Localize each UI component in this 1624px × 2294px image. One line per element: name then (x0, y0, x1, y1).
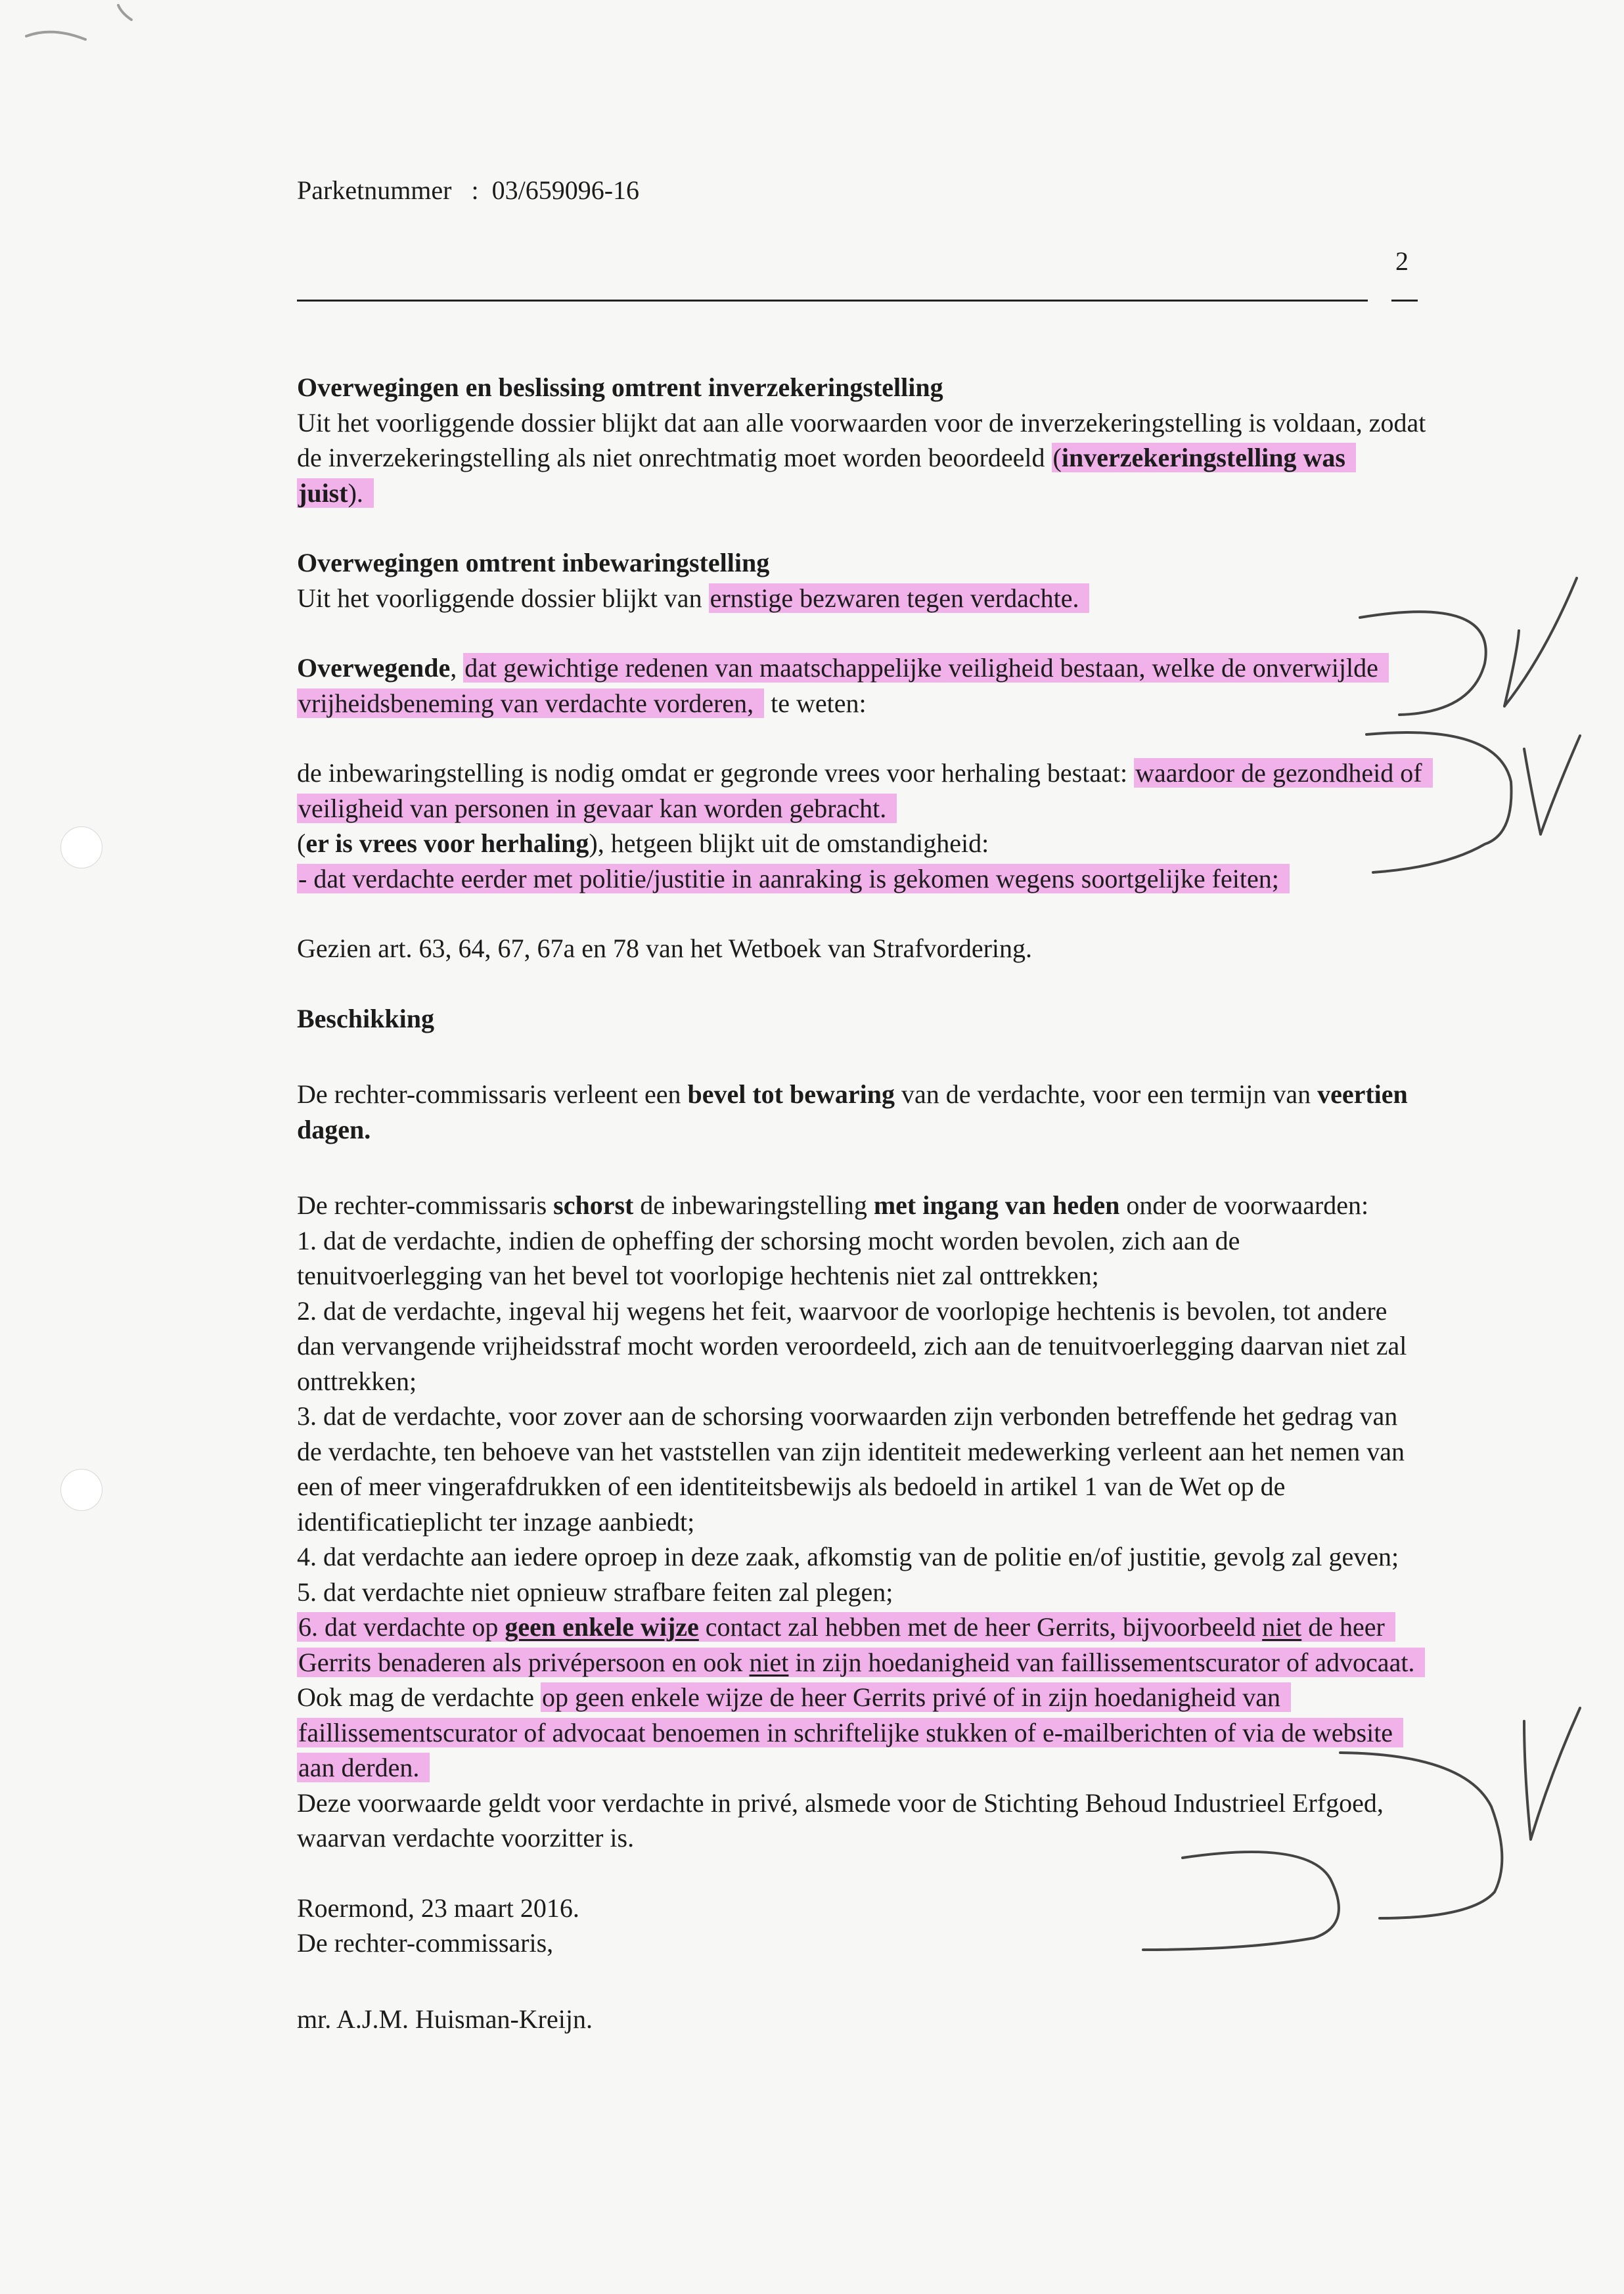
condition-six-not-1: niet (1262, 1612, 1302, 1642)
condition-six-text-d: in zijn hoedanigheid van faillissementscurator of advocaat. (788, 1647, 1415, 1677)
highlight-condition-six-naming: op geen enkele wijze de heer Gerrits privé of in zijn hoedanigheid van faillissementscurator of advocaat benoemen in schriftelijke stukken of e-mailberichten of via de website aan derden. (297, 1682, 1403, 1782)
highlight-serious-objections: ernstige bezwaren tegen verdachte. (709, 583, 1090, 613)
closing-block (297, 1891, 1427, 1961)
detention-order-bold: bevel tot bewaring (687, 1079, 895, 1109)
document-body (297, 370, 1427, 2036)
detention-order-text-a: De rechter-commissaris verleent een (297, 1079, 688, 1109)
condition-six-text-e: Ook mag de verdachte (297, 1682, 541, 1712)
place-date: Roermond, 23 maart 2016. (297, 1893, 579, 1923)
section-ivz-paragraph (297, 370, 1427, 510)
pencil-stray-mark (118, 5, 131, 20)
condition-item: 5. dat verdachte niet opnieuw strafbare feiten zal plegen; (297, 1577, 893, 1607)
suspension-bold: schorst (553, 1190, 634, 1220)
condition-six-not-2: niet (749, 1647, 789, 1677)
section-ibs-paragraph (297, 545, 1427, 616)
pencil-stray-mark (26, 32, 85, 39)
case-number-label: Parketnummer (297, 175, 452, 205)
repeat-risk-body: de inbewaringstelling is nodig omdat er gegronde vrees voor herhaling bestaat: (297, 758, 1135, 788)
suspension-start-bold: met ingang van heden (873, 1190, 1120, 1220)
considering-lead: Overwegende (297, 653, 451, 683)
pencil-check-mark (1524, 1708, 1580, 1839)
page-number-rule (1391, 300, 1418, 302)
repeat-risk-after: , hetgeen blijkt uit de omstandigheid: (597, 828, 989, 858)
detention-order-text-b: van de verdachte, voor een termijn van (895, 1079, 1318, 1109)
highlight-public-safety: dat gewichtige redenen van maatschappelijke veiligheid bestaan, welke de onverwijlde vrijheidsbeneming van verdachte vorderen, (297, 653, 1389, 718)
pencil-check-mark (1504, 578, 1577, 706)
considering-tail: te weten: (764, 688, 867, 718)
signatory-name: mr. A.J.M. Huisman-Kreijn. (297, 2004, 593, 2034)
suspension-text-a: De rechter-commissaris (297, 1190, 554, 1220)
condition-six-no-way: geen enkele wijze (505, 1612, 699, 1642)
header-rule (297, 300, 1368, 302)
case-number-separator: : (458, 175, 485, 205)
pencil-check-mark (1524, 736, 1580, 834)
highlight-danger-to-persons: waardoor de gezondheid of veiligheid van personen in gevaar kan worden gebracht. (297, 758, 1433, 823)
case-number-value: 03/659096-16 (491, 175, 640, 205)
suspension-text-c: onder de voorwaarden: (1119, 1190, 1369, 1220)
punch-hole-top (60, 826, 102, 868)
condition-six-text-b: contact zal hebben met de heer Gerrits, bijvoorbeeld (698, 1612, 1263, 1642)
case-number-header (297, 175, 639, 206)
section-ivz-body: Uit het voorliggende dossier blijkt dat aan alle voorwaarden voor de inverzekeringstelling is voldaan, zodat de inverzekeringstelling als niet onrechtmatig moet worden beoordeeld (297, 407, 1426, 472)
condition-item: 1. dat de verdachte, indien de opheffing der schorsing mocht worden bevolen, zich aan de tenuitvoerlegging van het bevel tot voorlopige hechtenis niet zal onttrekken; (297, 1225, 1240, 1290)
repeat-risk-bold: er is vrees voor herhaling (305, 828, 589, 858)
detention-term-bold: veertien dagen. (297, 1079, 1408, 1144)
condition-item: 4. dat verdachte aan iedere oproep in deze zaak, afkomstig van de politie en/of justitie, gevolg zal geven; (297, 1542, 1399, 1571)
condition-item: 3. dat de verdachte, voor zover aan de schorsing voorwaarden zijn verbonden betreffende het gedrag van de verdachte, ten behoeve van het vaststellen van zijn identiteit medewerking verleent aan het nemen van een of meer vingerafdrukken of een identiteitsbewijs als bedoeld in artikel 1 van de Wet op de identificatieplicht ter inzage aanbiedt; (297, 1401, 1405, 1537)
suspension-paragraph (297, 1188, 1427, 1856)
suspension-text-b: de inbewaringstelling (633, 1190, 874, 1220)
highlight-ivz-conclusion: (inverzekeringstelling was juist). (297, 443, 1356, 508)
punch-hole-bottom (60, 1469, 102, 1511)
condition-item: 2. dat de verdachte, ingeval hij wegens het feit, waarvoor de voorlopige hechtenis is bevolen, tot andere dan vervangende vrijheidsstraf mocht worden veroordeeld, zich aan de tenuitvoerlegging daarvan niet zal onttrekken; (297, 1295, 1407, 1396)
condition-six-text-c: de heer Gerrits benaderen als privépersoon en ook (298, 1612, 1385, 1677)
highlight-prior-contact: - dat verdachte eerder met politie/justitie in aanraking is gekomen wegens soortgelijke feiten; (297, 864, 1290, 893)
legal-articles: Gezien art. 63, 64, 67, 67a en 78 van het Wetboek van Strafvordering. (297, 933, 1033, 963)
highlight-condition-six (297, 1612, 1425, 1677)
considering-paragraph: Overwegende, dat gewichtige redenen van maatschappelijke veiligheid bestaan, welke de onverwijlde vrijheidsbeneming van verdachte vorderen, te weten: (297, 650, 1427, 721)
condition-six-text-a: 6. dat verdachte op (298, 1612, 505, 1642)
section-ivz-title: Overwegingen en beslissing omtrent inverzekeringstelling (297, 372, 943, 402)
detention-order-paragraph (297, 1077, 1427, 1147)
section-ivz-conclusion: inverzekeringstelling was juist (298, 443, 1345, 508)
section-ibs-title: Overwegingen omtrent inbewaringstelling (297, 548, 770, 577)
repeat-risk-paragraph: de inbewaringstelling is nodig omdat er gegronde vrees voor herhaling bestaat: waardoor de gezondheid of veiligheid van personen in gevaar kan worden gebracht. (er is vrees voor herhaling), hetgeen blijkt uit de omstandigheid: - dat verdachte eerder met politie/justitie in aanraking is gekomen wegens soortgelijke feiten; (297, 755, 1427, 896)
section-ibs-body: Uit het voorliggende dossier blijkt van (297, 583, 709, 613)
signatory-role: De rechter-commissaris, (297, 1928, 554, 1958)
page-number: 2 (1395, 246, 1409, 276)
ruling-title: Beschikking (297, 1003, 434, 1033)
condition-six-scope: Deze voorwaarde geldt voor verdachte in privé, alsmede voor de Stichting Behoud Industrieel Erfgoed, waarvan verdachte voorzitter is. (297, 1788, 1384, 1853)
